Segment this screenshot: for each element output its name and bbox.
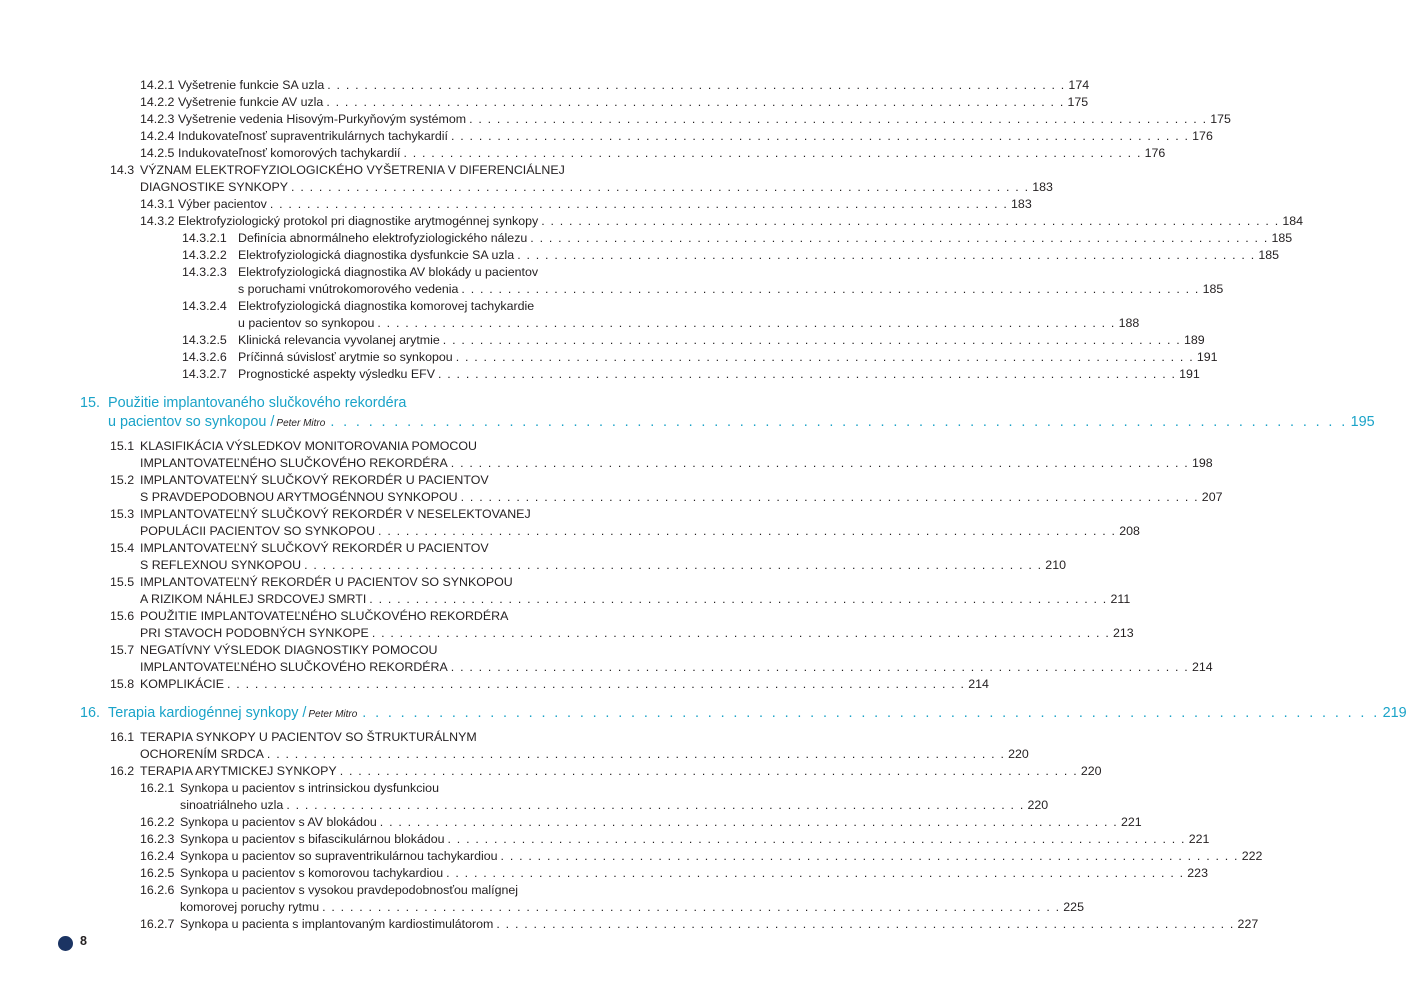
- toc-title: Použitie implantovaného slučkového rekordéra: [108, 395, 407, 411]
- toc-number: 16.2.4: [140, 849, 175, 863]
- toc-number: 14.3.1: [140, 197, 175, 211]
- toc-page-number: 220: [1027, 798, 1049, 812]
- toc-entry-line[interactable]: [140, 128, 1213, 145]
- toc-leader-dots: . . . . . . . . . . . . . . . . . . . . . . . . . . . . . . . . . . . . . . . . . . . . . . . . . . . . . . . . . . . . . . . . . . . . . . . . . . . . . . . .: [461, 282, 1200, 296]
- toc-leader-dots: . . . . . . . . . . . . . . . . . . . . . . . . . . . . . . . . . . . . . . . . . . . . . . . . . . . . . . . . . . . . . . . . . . . . . . . . . . . . . . . .: [269, 197, 1009, 211]
- toc-title: u pacientov so synkopou: [238, 316, 375, 330]
- toc-number: 15.8: [110, 677, 135, 691]
- toc-number: 14.3.2: [140, 214, 175, 228]
- toc-number: 14.3.2.1: [182, 231, 227, 245]
- toc-entry-line[interactable]: [140, 865, 1208, 882]
- toc-entry-line[interactable]: [140, 213, 1304, 230]
- toc-page-number: 175: [1067, 95, 1089, 109]
- toc-page-number: 185: [1258, 248, 1280, 262]
- toc-title: IMPLANTOVATEĽNÉHO SLUČKOVÉHO REKORDÉRA: [140, 660, 448, 674]
- toc-page-number: 222: [1241, 849, 1263, 863]
- toc-title: Synkopa u pacientov so supraventrikulárnou tachykardiou: [180, 849, 498, 863]
- toc-entry-line[interactable]: [182, 298, 603, 315]
- toc-page-number: 208: [1119, 524, 1140, 538]
- toc-number: 14.2.4: [140, 129, 175, 143]
- toc-number: 16.2.7: [140, 917, 175, 931]
- toc-leader-dots: . . . . . . . . . . . . . . . . . . . . . . . . . . . . . . . . . . . . . . . . . . . . . . . . . . . . . . . . . . . . . . . . . . . . . . . . . . . . . . . .: [437, 367, 1177, 381]
- toc-title: Výber pacientov: [178, 197, 267, 211]
- toc-entry-line[interactable]: [182, 264, 603, 281]
- toc-entry-line[interactable]: [110, 438, 603, 455]
- toc-title: POPULÁCII PACIENTOV SO SYNKOPOU: [140, 524, 376, 538]
- toc-leader-dots: . . . . . . . . . . . . . . . . . . . . . . . . . . . . . . . . . . . . . . . . . . . . . . . . . . . . . . . . . . . . . . . . . . . . . . . . . . . . . . . .: [530, 231, 1269, 245]
- toc-leader-dots: . . . . . . . . . . . . . . . . . . . . . . . . . . . . . . . . . . . . . . . . . . . . . . . . . . . . . . . . . . . . . . . . . . . . . . . . . . . . . . . .: [541, 214, 1280, 228]
- toc-title: Synkopa u pacientov s bifascikulárnou blokádou: [180, 832, 445, 846]
- toc-page-number: 183: [1032, 180, 1053, 194]
- toc-leader-dots: . . . . . . . . . . . . . . . . . . . . . . . . . . . . . . . . . . . . . . . . . . . . . . . . . . . . . . . . . . . . . . . . . . . . . . . . . . . . . . . .: [496, 917, 1235, 931]
- toc-page-number: 188: [1118, 316, 1140, 330]
- toc-entry-line[interactable]: [140, 659, 1213, 676]
- toc-page-number: 185: [1202, 282, 1224, 296]
- toc-leader-dots: . . . . . . . . . . . . . . . . . . . . . . . . . . . . . . . . . . . . . . . . . . . . . . . . . . . . . . . . . . . . . . . . . . . . . . . . . . . . . . . .: [327, 78, 1066, 92]
- toc-leader-dots: . . . . . . . . . . . . . . . . . . . . . . . . . . . . . . . . . . . . . . . . . . . . . . . . . . . . . . . . . . . . . . . . . . . . . . . . . . . . . . . .: [362, 705, 1380, 721]
- toc-number: 15.3: [110, 507, 135, 521]
- toc-title: Elektrofyziologický protokol pri diagnostike arytmogénnej synkopy: [178, 214, 539, 228]
- page-marker-dot: [58, 936, 73, 951]
- toc-leader-dots: . . . . . . . . . . . . . . . . . . . . . . . . . . . . . . . . . . . . . . . . . . . . . . . . . . . . . . . . . . . . . . . . . . . . . . . . . . . . . . . .: [291, 180, 1030, 194]
- toc-number: 15.2: [110, 473, 135, 487]
- toc-title: Vyšetrenie funkcie SA uzla: [178, 78, 325, 92]
- toc-entry-line[interactable]: [140, 111, 1231, 128]
- toc-number: 14.3.2.5: [182, 333, 227, 347]
- toc-leader-dots: . . . . . . . . . . . . . . . . . . . . . . . . . . . . . . . . . . . . . . . . . . . . . . . . . . . . . . . . . . . . . . . . . . . . . . . . . . . . . . . .: [447, 832, 1186, 846]
- toc-page-number: 176: [1192, 129, 1213, 143]
- toc-page-number: 214: [1191, 660, 1213, 674]
- toc-author: Peter Mitro: [276, 418, 326, 429]
- toc-entry-line[interactable]: [110, 642, 603, 659]
- toc-entry-line[interactable]: [140, 455, 1213, 472]
- toc-leader-dots: . . . . . . . . . . . . . . . . . . . . . . . . . . . . . . . . . . . . . . . . . . . . . . . . . . . . . . . . . . . . . . . . . . . . . . . . . . . . . . . .: [326, 95, 1065, 109]
- toc-title: IMPLANTOVATEĽNÝ SLUČKOVÝ REKORDÉR V NESELEKTOVANEJ: [140, 507, 531, 521]
- toc-number: 14.3.2.6: [182, 350, 227, 364]
- toc-entry-line[interactable]: [110, 763, 1102, 780]
- toc-title: KLASIFIKÁCIA VÝSLEDKOV MONITOROVANIA POMOCOU: [140, 439, 477, 453]
- toc-chapter-line[interactable]: [80, 394, 603, 413]
- toc-entry-line[interactable]: [110, 540, 603, 557]
- toc-entry-line[interactable]: [140, 523, 1140, 540]
- toc-title: POUŽITIE IMPLANTOVATEĽNÉHO SLUČKOVÉHO REKORDÉRA: [140, 609, 509, 623]
- toc-title: TERAPIA SYNKOPY U PACIENTOV SO ŠTRUKTURÁLNYM: [140, 730, 477, 744]
- toc-page-number: 213: [1112, 626, 1134, 640]
- toc-title: Synkopa u pacientov s komorovou tachykardiou: [180, 866, 444, 880]
- toc-title: Elektrofyziologická diagnostika komorovej tachykardie: [238, 299, 535, 313]
- toc-page-number: 227: [1237, 917, 1259, 931]
- toc-entry-line[interactable]: [182, 230, 1293, 247]
- toc-title: IMPLANTOVATEĽNÝ REKORDÉR U PACIENTOV SO SYNKOPOU: [140, 575, 513, 589]
- toc-page-number: 207: [1201, 490, 1223, 504]
- toc-number: 14.2.5: [140, 146, 175, 160]
- toc-title: Synkopa u pacientov s AV blokádou: [180, 815, 377, 829]
- toc-title: Synkopa u pacienta s implantovaným kardiostimulátorom: [180, 917, 494, 931]
- toc-entry-line[interactable]: [182, 366, 1200, 383]
- toc-page-number: 174: [1068, 78, 1090, 92]
- toc-title: OCHORENÍM SRDCA: [140, 747, 264, 761]
- toc-number: 16.2.1: [140, 781, 175, 795]
- toc-entry-line[interactable]: [140, 814, 1142, 831]
- toc-number: 15.6: [110, 609, 135, 623]
- toc-entry-line[interactable]: [140, 179, 1053, 196]
- toc-leader-dots: . . . . . . . . . . . . . . . . . . . . . . . . . . . . . . . . . . . . . . . . . . . . . . . . . . . . . . . . . . . . . . . . . . . . . . . . . . . . . . . .: [460, 490, 1199, 504]
- toc-title: IMPLANTOVATEĽNÝ SLUČKOVÝ REKORDÉR U PACIENTOV: [140, 541, 489, 555]
- toc-leader-dots: . . . . . . . . . . . . . . . . . . . . . . . . . . . . . . . . . . . . . . . . . . . . . . . . . . . . . . . . . . . . . . . . . . . . . . . . . . . . . . . .: [377, 316, 1116, 330]
- toc-entry-line[interactable]: [110, 574, 603, 591]
- toc-leader-dots: . . . . . . . . . . . . . . . . . . . . . . . . . . . . . . . . . . . . . . . . . . . . . . . . . . . . . . . . . . . . . . . . . . . . . . . . . . . . . . . .: [450, 129, 1190, 143]
- toc-number: 16.2.6: [140, 883, 175, 897]
- toc-leader-dots: . . . . . . . . . . . . . . . . . . . . . . . . . . . . . . . . . . . . . . . . . . . . . . . . . . . . . . . . . . . . . . . . . . . . . . . . . . . . . . . .: [266, 747, 1006, 761]
- toc-leader-dots: . . . . . . . . . . . . . . . . . . . . . . . . . . . . . . . . . . . . . . . . . . . . . . . . . . . . . . . . . . . . . . . . . . . . . . . . . . . . . . . .: [446, 866, 1185, 880]
- toc-title: S PRAVDEPODOBNOU ARYTMOGÉNNOU SYNKOPOU: [140, 490, 458, 504]
- toc-page-number: 220: [1008, 747, 1029, 761]
- toc-title: Terapia kardiogénnej synkopy /: [108, 705, 307, 721]
- toc-page-number: 223: [1187, 866, 1208, 880]
- toc-entry-line[interactable]: [238, 315, 1140, 332]
- toc-chapter-line[interactable]: [108, 413, 1375, 432]
- toc-leader-dots: . . . . . . . . . . . . . . . . . . . . . . . . . . . . . . . . . . . . . . . . . . . . . . . . . . . . . . . . . . . . . . . . . . . . . . . . . . . . . . . .: [339, 764, 1078, 778]
- toc-entry-line[interactable]: [110, 608, 603, 625]
- toc-title: Synkopa u pacientov s vysokou pravdepodobnosťou malígnej: [180, 883, 519, 897]
- toc-title: A RIZIKOM NÁHLEJ SRDCOVEJ SMRTI: [140, 592, 367, 606]
- toc-chapter-line[interactable]: [80, 704, 1407, 723]
- toc-page-number: 221: [1120, 815, 1142, 829]
- toc-number: 16.1: [110, 730, 135, 744]
- toc-entry-line[interactable]: [140, 780, 603, 797]
- toc-number: 14.3.2.7: [182, 367, 227, 381]
- toc-title: Vyšetrenie funkcie AV uzla: [178, 95, 324, 109]
- toc-page-number: 184: [1282, 214, 1304, 228]
- toc-title: PRI STAVOCH PODOBNÝCH SYNKOPE: [140, 626, 369, 640]
- toc-number: 14.3.2.2: [182, 248, 227, 262]
- toc-entry-line[interactable]: [182, 247, 1280, 264]
- toc-title: Indukovateľnosť komorových tachykardií: [178, 146, 401, 160]
- toc-leader-dots: . . . . . . . . . . . . . . . . . . . . . . . . . . . . . . . . . . . . . . . . . . . . . . . . . . . . . . . . . . . . . . . . . . . . . . . . . . . . . . . .: [330, 414, 1348, 430]
- toc-page-number: 176: [1144, 146, 1166, 160]
- toc-page-number: 189: [1183, 333, 1205, 347]
- page-number: 8: [80, 934, 87, 948]
- toc-leader-dots: . . . . . . . . . . . . . . . . . . . . . . . . . . . . . . . . . . . . . . . . . . . . . . . . . . . . . . . . . . . . . . . . . . . . . . . . . . . . . . . .: [469, 112, 1208, 126]
- toc-leader-dots: . . . . . . . . . . . . . . . . . . . . . . . . . . . . . . . . . . . . . . . . . . . . . . . . . . . . . . . . . . . . . . . . . . . . . . . . . . . . . . . .: [455, 350, 1194, 364]
- toc-number: 14.3.2.3: [182, 265, 227, 279]
- toc-title: Elektrofyziologická diagnostika dysfunkcie SA uzla: [238, 248, 515, 262]
- toc-leader-dots: . . . . . . . . . . . . . . . . . . . . . . . . . . . . . . . . . . . . . . . . . . . . . . . . . . . . . . . . . . . . . . . . . . . . . . . . . . . . . . . .: [379, 815, 1118, 829]
- toc-title: TERAPIA ARYTMICKEJ SYNKOPY: [140, 764, 337, 778]
- toc-number: 14.3: [110, 163, 135, 177]
- toc-number: 16.2.3: [140, 832, 175, 846]
- toc-number: 15.1: [110, 439, 135, 453]
- toc-leader-dots: . . . . . . . . . . . . . . . . . . . . . . . . . . . . . . . . . . . . . . . . . . . . . . . . . . . . . . . . . . . . . . . . . . . . . . . . . . . . . . . .: [517, 248, 1256, 262]
- toc-page-number: 195: [1350, 414, 1375, 430]
- toc-page-number: 198: [1191, 456, 1213, 470]
- toc-title: Prognostické aspekty výsledku EFV: [238, 367, 435, 381]
- toc-leader-dots: . . . . . . . . . . . . . . . . . . . . . . . . . . . . . . . . . . . . . . . . . . . . . . . . . . . . . . . . . . . . . . . . . . . . . . . . . . . . . . . .: [304, 558, 1043, 572]
- toc-page-number: 175: [1210, 112, 1231, 126]
- toc-entry-line[interactable]: [182, 349, 1218, 366]
- toc-entry-line[interactable]: [140, 625, 1134, 642]
- toc-title: s poruchami vnútrokomorového vedenia: [238, 282, 459, 296]
- toc-page-number: 185: [1271, 231, 1293, 245]
- toc-title: Vyšetrenie vedenia Hisovým-Purkyňovým systémom: [178, 112, 467, 126]
- toc-entry-line[interactable]: [140, 916, 1259, 933]
- toc-page-number: 221: [1188, 832, 1210, 846]
- toc-title: IMPLANTOVATEĽNÉHO SLUČKOVÉHO REKORDÉRA: [140, 456, 448, 470]
- toc-entry-line[interactable]: [110, 676, 989, 693]
- toc-number: 15.7: [110, 643, 135, 657]
- toc-entry-line[interactable]: [140, 882, 603, 899]
- toc-title: Definícia abnormálneho elektrofyziologického nálezu: [238, 231, 528, 245]
- toc-leader-dots: . . . . . . . . . . . . . . . . . . . . . . . . . . . . . . . . . . . . . . . . . . . . . . . . . . . . . . . . . . . . . . . . . . . . . . . . . . . . . . . .: [369, 592, 1108, 606]
- toc-entry-line[interactable]: [180, 899, 1084, 916]
- toc-leader-dots: . . . . . . . . . . . . . . . . . . . . . . . . . . . . . . . . . . . . . . . . . . . . . . . . . . . . . . . . . . . . . . . . . . . . . . . . . . . . . . . .: [450, 456, 1189, 470]
- toc-leader-dots: . . . . . . . . . . . . . . . . . . . . . . . . . . . . . . . . . . . . . . . . . . . . . . . . . . . . . . . . . . . . . . . . . . . . . . . . . . . . . . . .: [450, 660, 1189, 674]
- toc-number: 16.: [80, 705, 101, 721]
- toc-entry-line[interactable]: [140, 848, 1263, 865]
- toc-page-number: 183: [1011, 197, 1032, 211]
- toc-entry-line[interactable]: [140, 94, 1089, 111]
- toc-leader-dots: . . . . . . . . . . . . . . . . . . . . . . . . . . . . . . . . . . . . . . . . . . . . . . . . . . . . . . . . . . . . . . . . . . . . . . . . . . . . . . . .: [286, 798, 1025, 812]
- toc-number: 16.2.2: [140, 815, 175, 829]
- toc-leader-dots: . . . . . . . . . . . . . . . . . . . . . . . . . . . . . . . . . . . . . . . . . . . . . . . . . . . . . . . . . . . . . . . . . . . . . . . . . . . . . . . .: [500, 849, 1239, 863]
- toc-entry-line[interactable]: [140, 77, 1090, 94]
- toc-number: 16.2: [110, 764, 135, 778]
- toc-entry-line[interactable]: [180, 797, 1049, 814]
- toc-entry-line[interactable]: [110, 729, 603, 746]
- toc-page-number: 210: [1045, 558, 1066, 572]
- toc-leader-dots: . . . . . . . . . . . . . . . . . . . . . . . . . . . . . . . . . . . . . . . . . . . . . . . . . . . . . . . . . . . . . . . . . . . . . . . . . . . . . . . .: [403, 146, 1142, 160]
- toc-title: NEGATÍVNY VÝSLEDOK DIAGNOSTIKY POMOCOU: [140, 643, 438, 657]
- toc-leader-dots: . . . . . . . . . . . . . . . . . . . . . . . . . . . . . . . . . . . . . . . . . . . . . . . . . . . . . . . . . . . . . . . . . . . . . . . . . . . . . . . .: [371, 626, 1110, 640]
- toc-entry-line[interactable]: [140, 145, 1166, 162]
- toc-page-number: 211: [1110, 592, 1131, 606]
- toc-title: DIAGNOSTIKE SYNKOPY: [140, 180, 289, 194]
- toc-title: sinoatriálneho uzla: [180, 798, 284, 812]
- toc-number: 14.2.2: [140, 95, 175, 109]
- toc-title: u pacientov so synkopou /: [108, 414, 275, 430]
- toc-entry-line[interactable]: [238, 281, 1224, 298]
- toc-title: Elektrofyziologická diagnostika AV blokády u pacientov: [238, 265, 539, 279]
- toc-author: Peter Mitro: [308, 709, 358, 720]
- toc-page-number: 225: [1063, 900, 1084, 914]
- toc-entry-line[interactable]: [140, 591, 1131, 608]
- toc-number: 15.5: [110, 575, 135, 589]
- toc-number: 16.2.5: [140, 866, 175, 880]
- toc-number: 15.4: [110, 541, 135, 555]
- toc-entry-line[interactable]: [110, 472, 603, 489]
- toc-page-number: 214: [968, 677, 989, 691]
- toc-title: Indukovateľnosť supraventrikulárnych tachykardií: [178, 129, 448, 143]
- toc-leader-dots: . . . . . . . . . . . . . . . . . . . . . . . . . . . . . . . . . . . . . . . . . . . . . . . . . . . . . . . . . . . . . . . . . . . . . . . . . . . . . . . .: [378, 524, 1117, 538]
- toc-leader-dots: . . . . . . . . . . . . . . . . . . . . . . . . . . . . . . . . . . . . . . . . . . . . . . . . . . . . . . . . . . . . . . . . . . . . . . . . . . . . . . . .: [322, 900, 1061, 914]
- toc-title: IMPLANTOVATEĽNÝ SLUČKOVÝ REKORDÉR U PACIENTOV: [140, 473, 489, 487]
- toc-entry-line[interactable]: [110, 162, 603, 179]
- toc-title: KOMPLIKÁCIE: [140, 677, 225, 691]
- toc-title: Príčinná súvislosť arytmie so synkopou: [238, 350, 453, 364]
- toc-title: Synkopa u pacientov s intrinsickou dysfunkciou: [180, 781, 439, 795]
- toc-entry-line[interactable]: [140, 489, 1223, 506]
- toc-number: 14.2.1: [140, 78, 175, 92]
- toc-leader-dots: . . . . . . . . . . . . . . . . . . . . . . . . . . . . . . . . . . . . . . . . . . . . . . . . . . . . . . . . . . . . . . . . . . . . . . . . . . . . . . . .: [227, 677, 966, 691]
- toc-number: 15.: [80, 395, 101, 411]
- toc-entry-line[interactable]: [140, 746, 1029, 763]
- toc-entry-line[interactable]: [140, 831, 1210, 848]
- toc-page-number: 191: [1179, 367, 1200, 381]
- toc-title: VÝZNAM ELEKTROFYZIOLOGICKÉHO VYŠETRENIA V DIFERENCIÁLNEJ: [140, 163, 565, 177]
- toc-title: komorovej poruchy rytmu: [180, 900, 320, 914]
- toc-entry-line[interactable]: [140, 557, 1066, 574]
- toc-number: 14.2.3: [140, 112, 175, 126]
- toc-entry-line[interactable]: [140, 196, 1032, 213]
- toc-page-number: 191: [1196, 350, 1218, 364]
- toc-page-number: 219: [1382, 705, 1407, 721]
- toc-number: 14.3.2.4: [182, 299, 227, 313]
- toc-leader-dots: . . . . . . . . . . . . . . . . . . . . . . . . . . . . . . . . . . . . . . . . . . . . . . . . . . . . . . . . . . . . . . . . . . . . . . . . . . . . . . . .: [442, 333, 1181, 347]
- toc-entry-line[interactable]: [182, 332, 1205, 349]
- toc-title: S REFLEXNOU SYNKOPOU: [140, 558, 302, 572]
- toc-entry-line[interactable]: [110, 506, 603, 523]
- toc-page-number: 220: [1080, 764, 1102, 778]
- toc-title: Klinická relevancia vyvolanej arytmie: [238, 333, 440, 347]
